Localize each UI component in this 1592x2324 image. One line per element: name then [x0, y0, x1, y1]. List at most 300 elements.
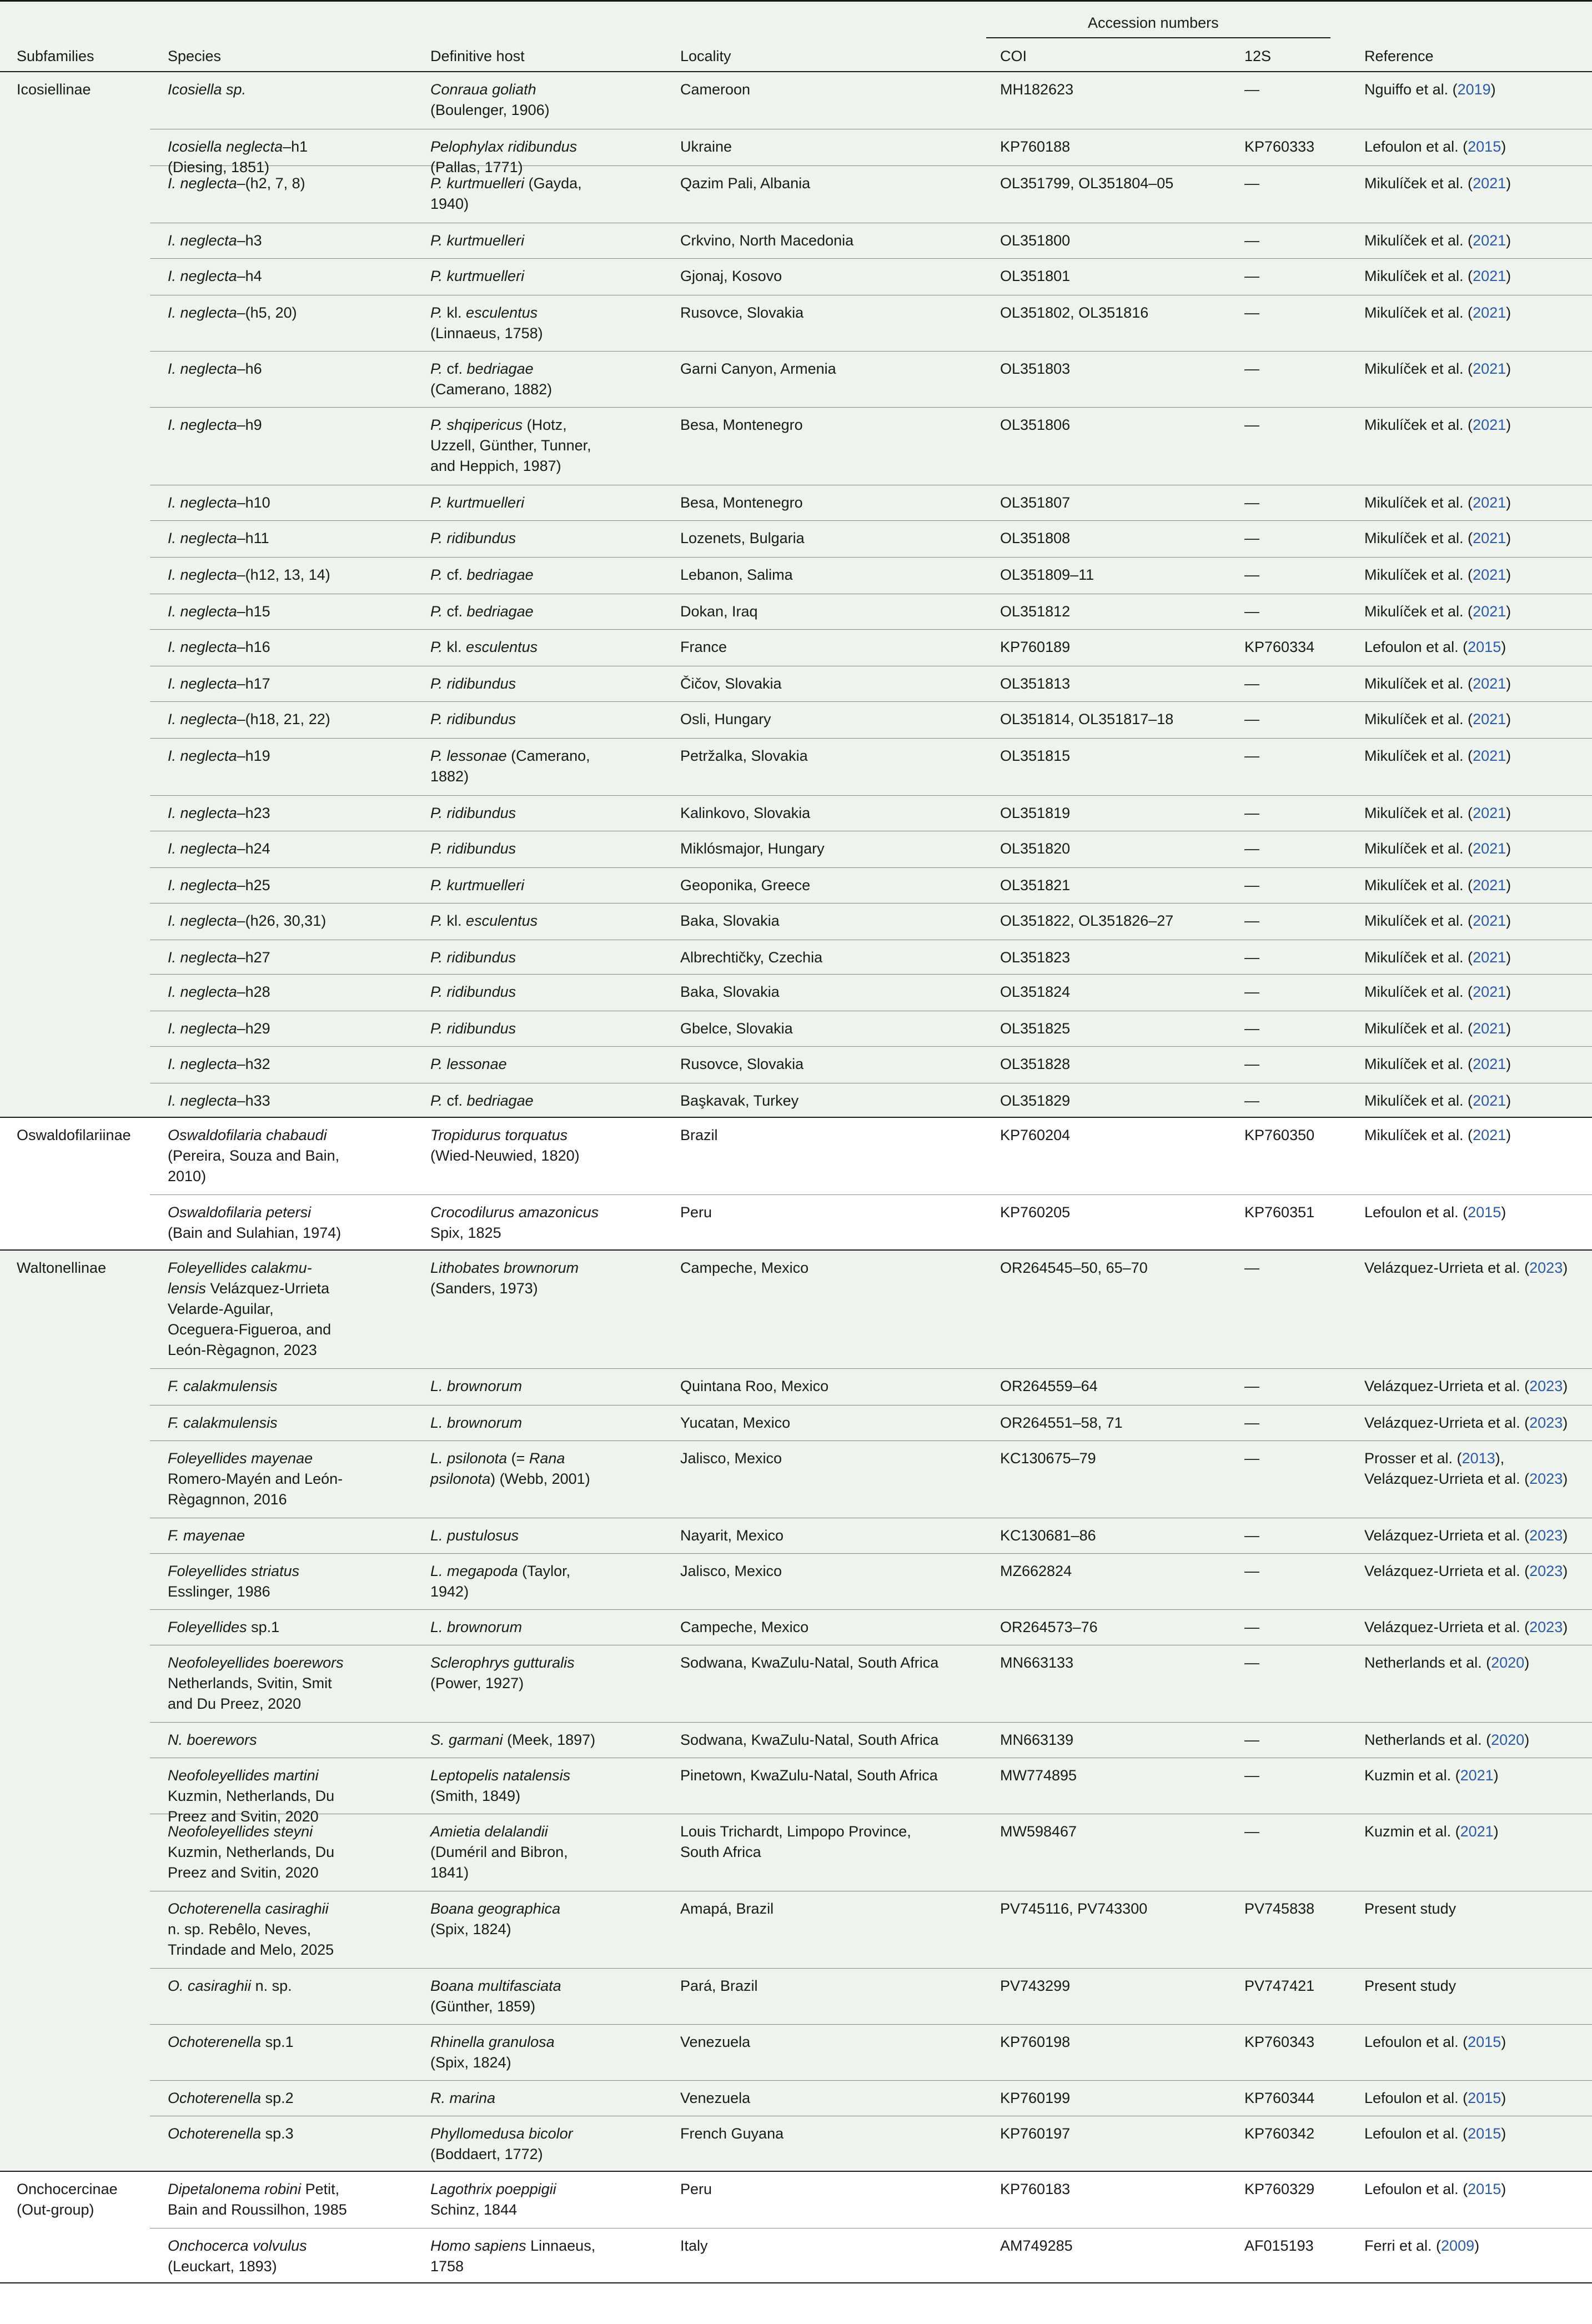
reference-year-link[interactable]: 2021: [1473, 840, 1506, 857]
reference-cell: [1364, 1653, 1592, 1673]
s12-accession-cell: PV747421: [1244, 1977, 1315, 1994]
reference-year-link[interactable]: 2021: [1473, 1020, 1506, 1037]
reference-cell: [1364, 415, 1592, 435]
reference-cell: [1364, 709, 1592, 730]
reference-punctuation: ): [1506, 232, 1511, 249]
reference-line: [1364, 1018, 1592, 1039]
reference-line: [1364, 1413, 1592, 1433]
reference-cell: [1364, 947, 1592, 968]
species-cell: [168, 493, 423, 513]
species-name: I. neglecta: [168, 494, 237, 511]
s12-accession-cell: KP760333: [1244, 138, 1315, 155]
species-name: Oswaldofilaria petersi: [168, 1204, 312, 1221]
species-cell: [168, 79, 423, 100]
reference-year-link[interactable]: 2021: [1460, 1823, 1494, 1840]
reference-authors: Velázquez-Urrieta et al. (: [1364, 1259, 1530, 1276]
reference-year-link[interactable]: 2021: [1473, 304, 1506, 321]
locality-cell: Albrechtičky, Czechia: [680, 949, 823, 966]
table-row: [150, 868, 1592, 904]
reference-cell: [1364, 1125, 1592, 1146]
species-authority: Netherlands, Svitin, Smit and Du Preez, 2020: [168, 1675, 332, 1712]
reference-authors: Mikulíček et al. (: [1364, 711, 1473, 727]
reference-punctuation: ): [1506, 912, 1511, 929]
reference-year-link[interactable]: 2019: [1457, 81, 1491, 98]
reference-line: [1364, 1376, 1592, 1397]
reference-cell: [1364, 359, 1592, 379]
table-row: [150, 1047, 1592, 1083]
reference-authors: Nguiffo et al. (: [1364, 81, 1458, 98]
reference-line: [1364, 415, 1592, 435]
species-cell: [168, 1617, 423, 1638]
s12-accession-cell: —: [1244, 360, 1259, 377]
reference-punctuation: ): [1506, 711, 1511, 727]
reference-cell: [1364, 803, 1592, 824]
species-cell: [168, 2088, 423, 2109]
s12-accession-cell: —: [1244, 1823, 1259, 1840]
reference-year-link[interactable]: 2020: [1491, 1731, 1525, 1748]
species-authority: –h29: [237, 1020, 270, 1037]
locality-cell: Geoponika, Greece: [680, 877, 811, 894]
table-row: [150, 940, 1592, 975]
coi-accession-cell: KP760183: [1000, 2181, 1071, 2197]
host-qualifier: (Smith, 1849): [430, 1788, 521, 1804]
species-name: I. neglecta: [168, 530, 237, 546]
species-authority: Esslinger, 1986: [168, 1583, 270, 1600]
coi-accession-cell: OL351807: [1000, 494, 1071, 511]
reference-year-link[interactable]: 2021: [1473, 232, 1506, 249]
host-qualifier: (Duméril and Bibron, 1841): [430, 1844, 568, 1881]
species-cell: [168, 173, 423, 194]
species-authority: –h6: [237, 360, 262, 377]
host-name: P. kurtmuelleri: [430, 494, 525, 511]
species-authority: (Pereira, Souza and Bain, 2010): [168, 1147, 340, 1184]
reference-punctuation: ): [1563, 1259, 1568, 1276]
host-epithet: esculentus: [466, 912, 538, 929]
locality-cell: Baka, Slovakia: [680, 912, 780, 929]
species-cell: [168, 1448, 423, 1510]
locality-cell: Besa, Montenegro: [680, 494, 803, 511]
reference-line: [1364, 2179, 1592, 2200]
species-name: I. neglecta: [168, 304, 237, 321]
table-row: [150, 1251, 1592, 1369]
s12-accession-cell: —: [1244, 494, 1259, 511]
coi-accession-cell: OL351829: [1000, 1092, 1071, 1109]
species-cell: [168, 1976, 423, 1996]
species-name: I. neglecta: [168, 232, 237, 249]
species-authority: –h15: [237, 603, 270, 620]
species-name: I. neglecta: [168, 1092, 237, 1109]
locality-cell: Peru: [680, 1204, 712, 1221]
host-name: P. lessonae: [430, 747, 507, 764]
coi-accession-cell: PV745116, PV743300: [1000, 1900, 1148, 1917]
host-name: P. kurtmuelleri: [430, 232, 525, 249]
reference-authors: Velázquez-Urrieta et al. (: [1364, 1378, 1530, 1394]
reference-cell: [1364, 674, 1592, 694]
species-authority: –h25: [237, 877, 270, 894]
s12-accession-cell: —: [1244, 983, 1259, 1000]
locality-cell: Sodwana, KwaZulu-Natal, South Africa: [680, 1731, 939, 1748]
reference-year-link[interactable]: 2021: [1473, 1127, 1506, 1143]
reference-year-link[interactable]: 2021: [1473, 268, 1506, 284]
species-name: I. neglecta: [168, 566, 237, 583]
species-cell: [168, 2032, 423, 2052]
reference-year-link[interactable]: 2020: [1491, 1654, 1525, 1671]
reference-year-link[interactable]: 2021: [1473, 175, 1506, 192]
reference-punctuation: ): [1501, 2125, 1506, 2142]
species-cell: [168, 230, 423, 251]
reference-year-link[interactable]: 2021: [1473, 877, 1506, 894]
host-name: P.: [430, 912, 443, 929]
table-row: [150, 72, 1592, 129]
subfamily-name: Icosiellinae: [17, 81, 91, 98]
species-authority: Romero-Mayén and León- Règagnnon, 2016: [168, 1470, 343, 1508]
species-authority: sp.1: [261, 2034, 294, 2050]
subfamily-group: [0, 2172, 1592, 2283]
header-accession-numbers: Accession numbers: [1088, 14, 1219, 31]
host-qualifier: (Spix, 1824): [430, 2054, 511, 2071]
species-authority: –h24: [237, 840, 270, 857]
reference-year-link[interactable]: 2023: [1529, 1619, 1563, 1635]
reference-cell: [1364, 601, 1592, 622]
reference-punctuation: ): [1506, 494, 1511, 511]
reference-punctuation: ): [1506, 675, 1511, 692]
reference-year-link[interactable]: 2023: [1529, 1527, 1563, 1544]
host-name: Homo sapiens: [430, 2237, 526, 2254]
coi-accession-cell: MN663133: [1000, 1654, 1074, 1671]
reference-year-link[interactable]: 2015: [1468, 1204, 1501, 1221]
table-row: [150, 1518, 1592, 1554]
coi-accession-cell: MH182623: [1000, 81, 1074, 98]
species-name: I. neglecta: [168, 949, 237, 966]
reference-year-link[interactable]: 2021: [1473, 530, 1506, 546]
reference-cell: [1364, 1561, 1592, 1582]
reference-line: [1364, 137, 1592, 157]
table-row: [150, 1195, 1592, 1251]
reference-authors: Prosser et al. (: [1364, 1450, 1462, 1467]
host-name: Lagothrix poeppigii: [430, 2181, 556, 2197]
reference-punctuation: ): [1524, 1731, 1530, 1748]
table-row: [150, 796, 1592, 831]
species-name: I. neglecta: [168, 912, 237, 929]
species-authority: –h28: [237, 983, 270, 1000]
host-epithet: Rana psilonota: [430, 1450, 565, 1487]
reference-line: [1364, 1258, 1592, 1278]
reference-year-link[interactable]: 2009: [1441, 2237, 1475, 2254]
coi-accession-cell: MN663139: [1000, 1731, 1074, 1748]
coi-accession-cell: OL351802, OL351816: [1000, 304, 1149, 321]
table-header: [0, 0, 1592, 72]
reference-year-link[interactable]: 2015: [1468, 639, 1501, 655]
species-name: Ochoterenella: [168, 2034, 262, 2050]
reference-line: [1364, 173, 1592, 194]
table-row: [150, 904, 1592, 940]
species-authority: –h27: [237, 949, 270, 966]
locality-cell: Louis Trichardt, Limpopo Province, South Africa: [680, 1823, 911, 1860]
coi-accession-cell: OL351824: [1000, 983, 1071, 1000]
header-locality: Locality: [680, 48, 731, 64]
reference-line: [1364, 839, 1592, 859]
reference-punctuation: ): [1493, 1823, 1499, 1840]
reference-cell: [1364, 1525, 1592, 1546]
reference-year-link[interactable]: 2021: [1473, 1092, 1506, 1109]
coi-accession-cell: KP760188: [1000, 138, 1071, 155]
species-name: Neofoleyellides steyni: [168, 1823, 313, 1840]
s12-accession-cell: —: [1244, 840, 1259, 857]
reference-authors: Mikulíček et al. (: [1364, 416, 1473, 433]
species-authority: –h17: [237, 675, 270, 692]
s12-accession-cell: —: [1244, 1563, 1259, 1579]
coi-accession-cell: OL351815: [1000, 747, 1071, 764]
s12-accession-cell: —: [1244, 711, 1259, 727]
reference-year-link[interactable]: 2021: [1473, 949, 1506, 966]
s12-accession-cell: KP760334: [1244, 639, 1315, 655]
locality-cell: Čičov, Slovakia: [680, 675, 782, 692]
coi-accession-cell: MZ662824: [1000, 1563, 1072, 1579]
coi-accession-cell: MW598467: [1000, 1823, 1077, 1840]
host-qualifier: (Wied-Neuwied, 1820): [430, 1147, 580, 1164]
table-row: [150, 1814, 1592, 1891]
coi-accession-cell: OL351806: [1000, 416, 1071, 433]
host-qualifier: (Meek, 1897): [503, 1731, 596, 1748]
locality-cell: Rusovce, Slovakia: [680, 1056, 804, 1072]
reference-year-link[interactable]: 2021: [1473, 747, 1506, 764]
species-cell: [168, 1413, 423, 1433]
species-authority: –h23: [237, 805, 270, 821]
reference-year-link[interactable]: 2021: [1473, 805, 1506, 821]
reference-punctuation: ),: [1495, 1450, 1505, 1467]
s12-accession-cell: —: [1244, 1378, 1259, 1394]
reference-year-link[interactable]: 2015: [1468, 2181, 1501, 2197]
reference-punctuation: ): [1501, 639, 1506, 655]
species-name: O. casiraghii: [168, 1977, 252, 1994]
table-row: [150, 594, 1592, 630]
host-name: P.: [430, 304, 443, 321]
reference-year-link[interactable]: 2015: [1468, 2090, 1501, 2106]
reference-year-link[interactable]: 2023: [1529, 1414, 1563, 1431]
s12-accession-cell: —: [1244, 1414, 1259, 1431]
reference-year-link[interactable]: 2021: [1473, 711, 1506, 727]
species-cell: [168, 266, 423, 287]
host-name: Rhinella granulosa: [430, 2034, 555, 2050]
s12-accession-cell: —: [1244, 175, 1259, 192]
table-row: [150, 295, 1592, 352]
host-qualifier: (Boulenger, 1906): [430, 102, 550, 118]
species-authority: Petit, Bain and Roussilhon, 1985: [168, 2181, 347, 2218]
table-row: [150, 2116, 1592, 2172]
reference-authors: Mikulíček et al. (: [1364, 983, 1473, 1000]
reference-punctuation: ): [1563, 1563, 1568, 1579]
reference-cell: [1364, 1617, 1592, 1638]
reference-authors: Lefoulon et al. (: [1364, 2125, 1468, 2142]
table-row: [150, 831, 1592, 868]
table-row: [150, 1723, 1592, 1758]
species-name: I. neglecta: [168, 416, 237, 433]
reference-authors: Present study: [1364, 1977, 1457, 1994]
reference-authors: Mikulíček et al. (: [1364, 360, 1473, 377]
reference-year-link[interactable]: 2021: [1473, 983, 1506, 1000]
host-qualifier: cf.: [443, 1092, 467, 1109]
species-cell: [168, 674, 423, 694]
reference-year-link[interactable]: 2021: [1473, 912, 1506, 929]
reference-cell: [1364, 2124, 1592, 2144]
s12-accession-cell: KP760342: [1244, 2125, 1315, 2142]
species-name: I. neglecta: [168, 175, 237, 192]
reference-authors: Mikulíček et al. (: [1364, 949, 1473, 966]
reference-year-link[interactable]: 2021: [1473, 360, 1506, 377]
reference-line: [1364, 528, 1592, 549]
s12-accession-cell: —: [1244, 805, 1259, 821]
species-cell: [168, 1054, 423, 1075]
coi-accession-cell: OL351823: [1000, 949, 1071, 966]
coi-accession-cell: OL351809–11: [1000, 566, 1094, 583]
coi-accession-cell: OL351821: [1000, 877, 1071, 894]
reference-year-link[interactable]: 2023: [1529, 1259, 1563, 1276]
host-name: P. ridibundus: [430, 711, 516, 727]
reference-cell: [1364, 1202, 1592, 1223]
reference-line: [1364, 1617, 1592, 1638]
species-cell: [168, 746, 423, 766]
species-name: Ochoterenella casiraghii: [168, 1900, 329, 1917]
reference-year-link[interactable]: 2023: [1529, 1470, 1563, 1487]
reference-punctuation: ): [1501, 1204, 1506, 1221]
host-name: Phyllomedusa bicolor: [430, 2125, 573, 2142]
host-qualifier: (Günther, 1859): [430, 1998, 536, 2015]
reference-year-link[interactable]: 2015: [1468, 2125, 1501, 2142]
reference-cell: [1364, 1258, 1592, 1278]
reference-authors: Present study: [1364, 1900, 1457, 1917]
s12-accession-cell: —: [1244, 268, 1259, 284]
locality-cell: Yucatan, Mexico: [680, 1414, 791, 1431]
reference-authors: Mikulíček et al. (: [1364, 566, 1473, 583]
reference-line: [1364, 803, 1592, 824]
reference-punctuation: ): [1506, 1056, 1511, 1072]
host-name: Boana multifasciata: [430, 1977, 561, 1994]
host-qualifier: (Sanders, 1973): [430, 1280, 538, 1297]
species-name: F. calakmulensis: [168, 1414, 278, 1431]
host-name: P. ridibundus: [430, 949, 516, 966]
s12-accession-cell: —: [1244, 1092, 1259, 1109]
coi-accession-cell: PV743299: [1000, 1977, 1071, 1994]
reference-authors: Kuzmin et al. (: [1364, 1823, 1460, 1840]
species-authority: sp.1: [247, 1619, 280, 1635]
header-subfamilies: Subfamilies: [17, 48, 94, 64]
reference-year-link[interactable]: 2021: [1473, 1056, 1506, 1072]
host-name: L. psilonota: [430, 1450, 508, 1467]
coi-accession-cell: KP760204: [1000, 1127, 1071, 1143]
host-name: L. megapoda: [430, 1563, 518, 1579]
coi-accession-cell: OR264545–50, 65–70: [1000, 1259, 1148, 1276]
reference-cell: [1364, 303, 1592, 323]
reference-punctuation: ): [1506, 416, 1511, 433]
table-row: [150, 975, 1592, 1011]
locality-cell: Peru: [680, 2181, 712, 2197]
table-row: [150, 129, 1592, 175]
reference-authors: Mikulíček et al. (: [1364, 747, 1473, 764]
s12-accession-cell: —: [1244, 1450, 1259, 1467]
reference-authors: Mikulíček et al. (: [1364, 530, 1473, 546]
reference-authors: Mikulíček et al. (: [1364, 877, 1473, 894]
species-authority: –h10: [237, 494, 270, 511]
host-name: Sclerophrys gutturalis: [430, 1654, 575, 1671]
table-row: [150, 1891, 1592, 1969]
reference-punctuation: ): [1563, 1619, 1568, 1635]
host-authority: (Linnaeus, 1758): [430, 325, 543, 342]
host-authority: (Camerano, 1882): [430, 381, 553, 398]
s12-accession-cell: AF015193: [1244, 2237, 1314, 2254]
host-name: R. marina: [430, 2090, 496, 2106]
reference-line: [1364, 982, 1592, 1002]
reference-year-link[interactable]: 2021: [1473, 603, 1506, 620]
s12-accession-cell: —: [1244, 416, 1259, 433]
reference-line: [1364, 1821, 1592, 1842]
reference-authors: Mikulíček et al. (: [1364, 1127, 1473, 1143]
reference-line: [1364, 1054, 1592, 1075]
table-row: [150, 2228, 1592, 2283]
reference-year-link[interactable]: 2023: [1529, 1563, 1563, 1579]
species-authority: –(h12, 13, 14): [237, 566, 330, 583]
coi-accession-cell: OL351799, OL351804–05: [1000, 175, 1174, 192]
coi-accession-cell: OL351825: [1000, 1020, 1071, 1037]
reference-year-link[interactable]: 2015: [1468, 2034, 1501, 2050]
host-qualifier: (Boddaert, 1772): [430, 2146, 543, 2162]
reference-punctuation: ): [1506, 1127, 1511, 1143]
species-authority: –h1 (Diesing, 1851): [168, 138, 308, 175]
reference-cell: [1364, 1899, 1592, 1919]
reference-authors: Lefoulon et al. (: [1364, 1204, 1468, 1221]
species-cell: [168, 1561, 423, 1602]
reference-cell: [1364, 2088, 1592, 2109]
table-row: [150, 1369, 1592, 1406]
species-name: Dipetalonema robini: [168, 2181, 302, 2197]
host-epithet: bedriagae: [466, 1092, 534, 1109]
reference-line: [1364, 1765, 1592, 1786]
host-name: P.: [430, 639, 443, 655]
reference-year-link[interactable]: 2021: [1460, 1767, 1494, 1784]
reference-year-link[interactable]: 2021: [1473, 416, 1506, 433]
table-row: [150, 259, 1592, 295]
reference-punctuation: ): [1563, 1470, 1568, 1487]
reference-punctuation: ): [1506, 747, 1511, 764]
reference-line: [1364, 79, 1592, 100]
host-qualifier: cf.: [443, 566, 467, 583]
table-row: [150, 1758, 1592, 1825]
reference-line: [1364, 1653, 1592, 1673]
header-species: Species: [168, 48, 222, 64]
locality-cell: Petržalka, Slovakia: [680, 747, 808, 764]
species-authority: –(h26, 30,31): [237, 912, 327, 929]
reference-year-link[interactable]: 2013: [1462, 1450, 1495, 1467]
coi-accession-cell: OL351819: [1000, 805, 1071, 821]
reference-year-link[interactable]: 2021: [1473, 675, 1506, 692]
reference-year-link[interactable]: 2023: [1529, 1378, 1563, 1394]
reference-punctuation: ): [1506, 304, 1511, 321]
reference-year-link[interactable]: 2021: [1473, 494, 1506, 511]
host-name: L. brownorum: [430, 1414, 523, 1431]
reference-punctuation: ): [1506, 840, 1511, 857]
reference-year-link[interactable]: 2015: [1468, 138, 1501, 155]
subfamily-name: Waltonellinae: [17, 1259, 107, 1276]
coi-accession-cell: OR264559–64: [1000, 1378, 1098, 1394]
reference-punctuation: ): [1501, 138, 1506, 155]
coi-accession-cell: OL351814, OL351817–18: [1000, 711, 1174, 727]
reference-authors: Lefoulon et al. (: [1364, 138, 1468, 155]
reference-punctuation: ): [1506, 877, 1511, 894]
reference-line: [1364, 1202, 1592, 1223]
species-authority: Kuzmin, Netherlands, Du Preez and Svitin, 2020: [168, 1788, 335, 1825]
reference-punctuation: ): [1506, 1020, 1511, 1037]
reference-year-link[interactable]: 2021: [1473, 566, 1506, 583]
reference-punctuation: ): [1563, 1378, 1568, 1394]
